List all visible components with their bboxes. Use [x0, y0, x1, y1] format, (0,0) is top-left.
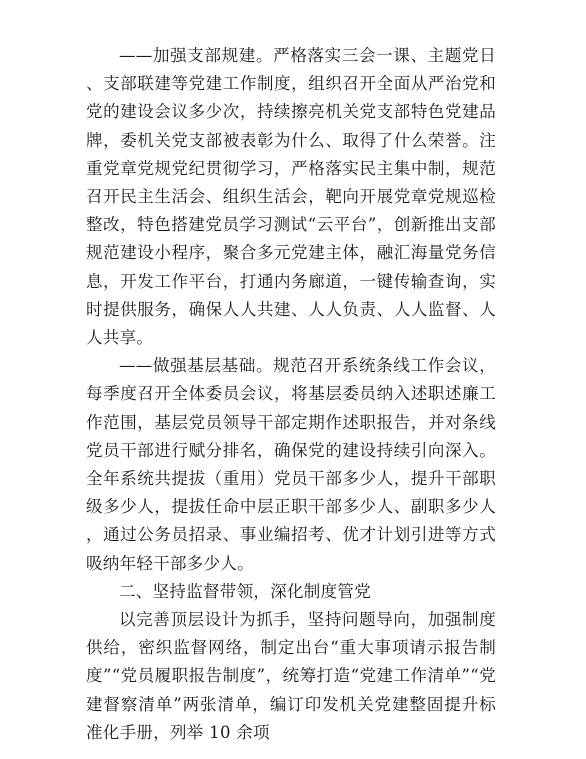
section-heading: 二、坚持监督带领，深化制度管党: [119, 581, 371, 601]
paragraph-system-supervision: 以完善顶层设计为抓手，坚持问题导向，加强制度供给，密织监督网络，制定出台“重大事项请示报告制度”“党员履职报告制度”，统筹打造“党建工作清单”“党建督察清单”两张清单，编订印发机关党建整固提升标准化手册，列举 10 余项: [86, 610, 496, 742]
paragraph-strengthen-branch: ——加强支部规建。严格落实三会一课、主题党日、支部联建等党建工作制度，组织召开全面从严治党和党的建设会议多少次，持续擦亮机关党支部特色党建品牌，委机关党支部被表彰为什么、取得了什么荣誉。注重党章党规党纪贯彻学习，严格落实民主集中制，规范召开民主生活会、组织生活会，靶向开展党章党规巡检整改，特色搭建党员学习测试“云平台”，创新推出支部规范建设小程序，聚合多元党建主体，融汇海量党务信息，开发工作平台，打通内务廊道，一键传输查询，实时提供服务，确保人人共建、人人负责、人人监督、人人共享。: [86, 46, 496, 348]
paragraph-strengthen-grassroots: ——做强基层基础。规范召开系统条线工作会议，每季度召开全体委员会议，将基层委员纳入述职述廉工作范围，基层党员领导干部定期作述职报告，并对条线党员干部进行赋分排名，确保党的建设持续引向深入。全年系统共提拔（重用）党员干部多少人，提升干部职级多少人，提拔任命中层正职干部多少人、副职多少人，通过公务员招录、事业编招考、优才计划引进等方式吸纳年轻干部多少人。: [86, 356, 496, 573]
document-body: [86, 42, 496, 747]
